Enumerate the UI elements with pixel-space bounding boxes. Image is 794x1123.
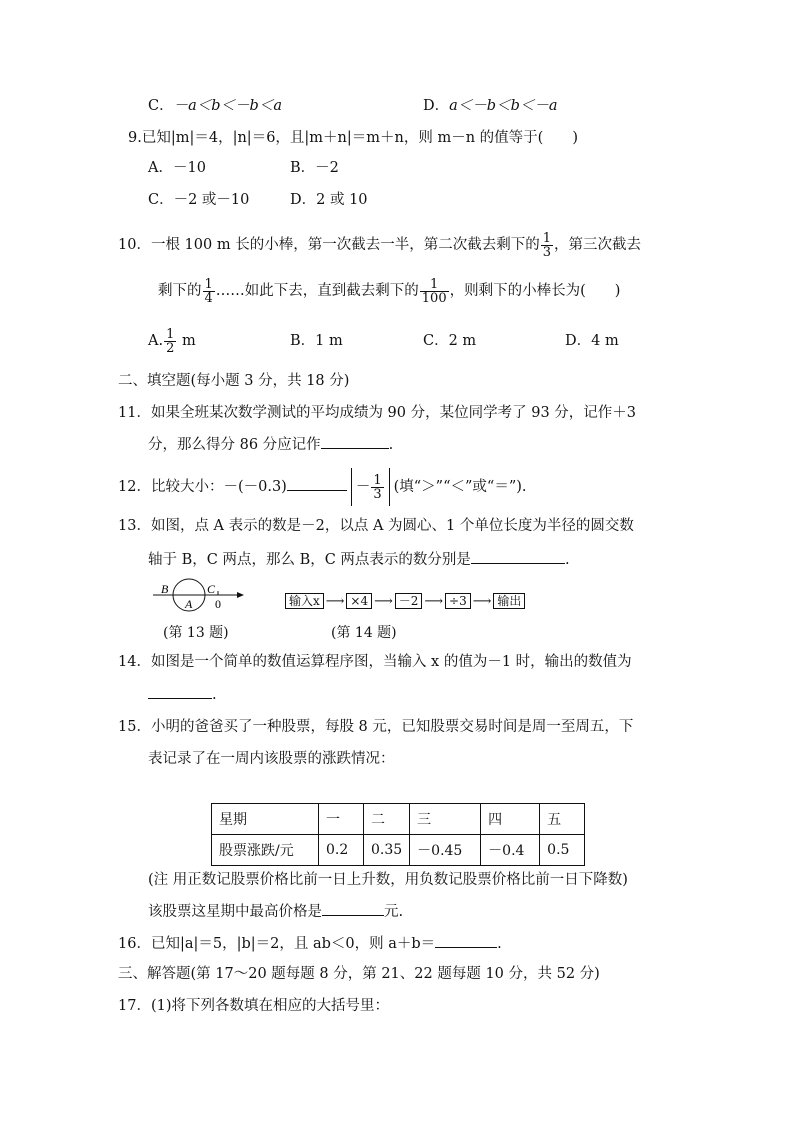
q10-frac2-den: 4 <box>204 290 213 306</box>
q14-line1: 14．如图是一个简单的数值运算程序图，当输入 x 的值为－1 时，输出的数值为 <box>118 654 632 670</box>
q12-fraction <box>371 474 383 501</box>
q10-fraction-1-100 <box>420 278 449 305</box>
table-cell: 二 <box>364 804 410 835</box>
q11-answer-blank[interactable] <box>321 434 389 449</box>
label-b: B <box>161 582 169 596</box>
flow-box-times-4: ×4 <box>346 593 372 609</box>
q10-frac3-num: 1 <box>430 276 439 292</box>
q16-period: . <box>497 936 502 952</box>
q14-answer-blank[interactable] <box>148 684 212 699</box>
q12-frac-den: 3 <box>373 486 382 502</box>
abs-bar-right <box>389 468 390 506</box>
q10-fraction-1-3 <box>541 232 553 259</box>
table-cell: 0.5 <box>540 835 585 866</box>
q10-option-a <box>148 322 196 360</box>
q11-line2 <box>148 434 393 455</box>
q15-answer-blank[interactable] <box>322 901 384 916</box>
q13-answer-blank[interactable] <box>471 549 565 564</box>
q10-option-d: D．4 m <box>565 333 619 349</box>
flow-box-divide-3: ÷3 <box>445 593 471 609</box>
table-cell: 一 <box>319 804 364 835</box>
q10-option-a-unit: m <box>177 333 196 349</box>
q14-figure-caption: (第 14 题) <box>331 625 397 641</box>
q13-line2 <box>148 549 570 570</box>
q10-line2 <box>158 272 620 310</box>
q12-frac-num: 1 <box>373 472 382 488</box>
q16-line <box>118 933 502 954</box>
q10-frac2-num: 1 <box>204 276 213 292</box>
q13-period: . <box>564 552 570 568</box>
label-zero: 0 <box>215 597 221 611</box>
q12-answer-blank[interactable] <box>287 476 347 491</box>
table-row <box>212 835 585 866</box>
table-cell: 股票涨跌/元 <box>212 835 319 866</box>
q14-period: . <box>212 687 217 703</box>
q10-option-a-num: 1 <box>166 326 175 342</box>
q10-frac3-den: 100 <box>421 290 447 306</box>
table-cell: －0.4 <box>481 835 540 866</box>
q11-text: 分，那么得分 86 分应记作 <box>148 437 321 453</box>
q8-option-d <box>423 96 558 116</box>
q10-fraction-1-4 <box>203 278 215 305</box>
q13-line1: 13．如图，点 A 表示的数是－2，以点 A 为圆心、1 个单位长度为半径的圆交数 <box>118 518 634 534</box>
table-cell: －0.45 <box>410 835 481 866</box>
flow-box-minus-2: －2 <box>395 593 423 609</box>
table-cell: 四 <box>481 804 540 835</box>
q10-text-e: ，则剩下的小棒长为( ) <box>449 283 621 299</box>
q15-note: (注 用正数记股票价格比前一日上升数，用负数记股票价格比前一日下降数) <box>148 872 628 888</box>
q12-minus-sign: － <box>355 479 371 495</box>
q8-option-d-letter: D． <box>423 98 450 114</box>
q13-figure-caption: (第 13 题) <box>163 625 229 641</box>
q9-option-d: D．2 或 10 <box>290 192 368 208</box>
q12-suffix: (填“＞”“＜”或“＝”). <box>393 479 527 495</box>
right-arrow-icon: ⟶ <box>424 594 444 609</box>
q10-option-b: B．1 m <box>290 333 343 349</box>
stock-change-table <box>211 803 585 866</box>
q10-text-b: ，第三次截去 <box>553 237 641 253</box>
flow-box-input: 输入x <box>285 593 324 609</box>
q9-option-b: B．－2 <box>290 160 339 176</box>
q8-option-c-letter: C． <box>148 98 174 114</box>
q10-option-a-letter: A. <box>148 333 164 349</box>
section-3-heading: 三、解答题(第 17～20 题每题 8 分，第 21、22 题每题 10 分，共 52 分) <box>118 966 600 982</box>
q13-text: 轴于 B，C 两点，那么 B，C 两点表示的数分别是 <box>148 552 471 568</box>
q11-period: . <box>388 437 394 453</box>
table-cell: 三 <box>410 804 481 835</box>
q14-flowchart-figure <box>285 592 525 611</box>
q10-text-a: 10．一根 100 m 长的小棒，第一次截去一半，第二次截去剩下的 <box>118 237 540 253</box>
label-c: C <box>207 582 216 596</box>
q12-line <box>118 467 527 507</box>
q15-last-line <box>148 901 403 922</box>
right-arrow-icon: ⟶ <box>374 594 393 609</box>
q10-line1 <box>118 226 641 264</box>
table-header-row <box>212 804 585 835</box>
q15-line1: 15．小明的爸爸买了一种股票，每股 8 元，已知股票交易时间是周一至周五，下 <box>118 719 634 735</box>
number-line-arrow-icon <box>237 592 244 598</box>
right-arrow-icon: ⟶ <box>325 594 345 609</box>
q15-line2: 表记录了在一周内该股票的涨跌情况： <box>148 751 395 767</box>
q16-answer-blank[interactable] <box>435 933 497 948</box>
q13-number-line-figure <box>145 578 245 618</box>
q9-stem: 9.已知|m|＝4，|n|＝6，且|m＋n|＝m＋n，则 m－n 的值等于( ) <box>128 130 578 146</box>
q10-frac1-den: 3 <box>542 244 551 260</box>
q9-option-a: A．－10 <box>148 160 206 176</box>
q10-option-a-fraction <box>164 328 176 355</box>
q8-option-c <box>148 96 282 116</box>
flow-box-output: 输出 <box>493 593 525 609</box>
q14-line2 <box>148 684 217 705</box>
q15-unit: 元. <box>384 904 404 920</box>
table-cell: 五 <box>540 804 585 835</box>
q10-text-d: ……如此下去，直到截去剩下的 <box>215 283 419 299</box>
q10-text-c: 剩下的 <box>158 283 202 299</box>
q11-line1: 11．如果全班某次数学测试的平均成绩为 90 分，某位同学考了 93 分，记作＋3 <box>118 405 637 421</box>
table-cell: 0.2 <box>319 835 364 866</box>
q9-option-c: C．－2 或－10 <box>148 192 250 208</box>
q8-option-c-expr: －a＜b＜－b＜a <box>173 98 282 114</box>
table-cell: 星期 <box>212 804 319 835</box>
q10-option-a-den: 2 <box>166 340 175 356</box>
abs-bar-left <box>351 468 352 506</box>
section-2-heading: 二、填空题(每小题 3 分，共 18 分) <box>118 373 350 389</box>
q10-option-c: C．2 m <box>423 333 477 349</box>
q10-frac1-num: 1 <box>542 230 551 246</box>
q15-text: 该股票这星期中最高价格是 <box>148 904 322 920</box>
table-cell: 0.35 <box>364 835 410 866</box>
label-a: A <box>185 597 193 611</box>
q12-prefix: 12．比较大小：－(－0.3) <box>118 479 287 495</box>
q17-line: 17．(1)将下列各数填在相应的大括号里： <box>118 998 389 1014</box>
q8-option-d-expr: a＜－b＜b＜－a <box>449 98 558 114</box>
right-arrow-icon: ⟶ <box>472 594 492 609</box>
q16-text: 16．已知|a|＝5，|b|＝2，且 ab＜0，则 a＋b＝ <box>118 936 436 952</box>
